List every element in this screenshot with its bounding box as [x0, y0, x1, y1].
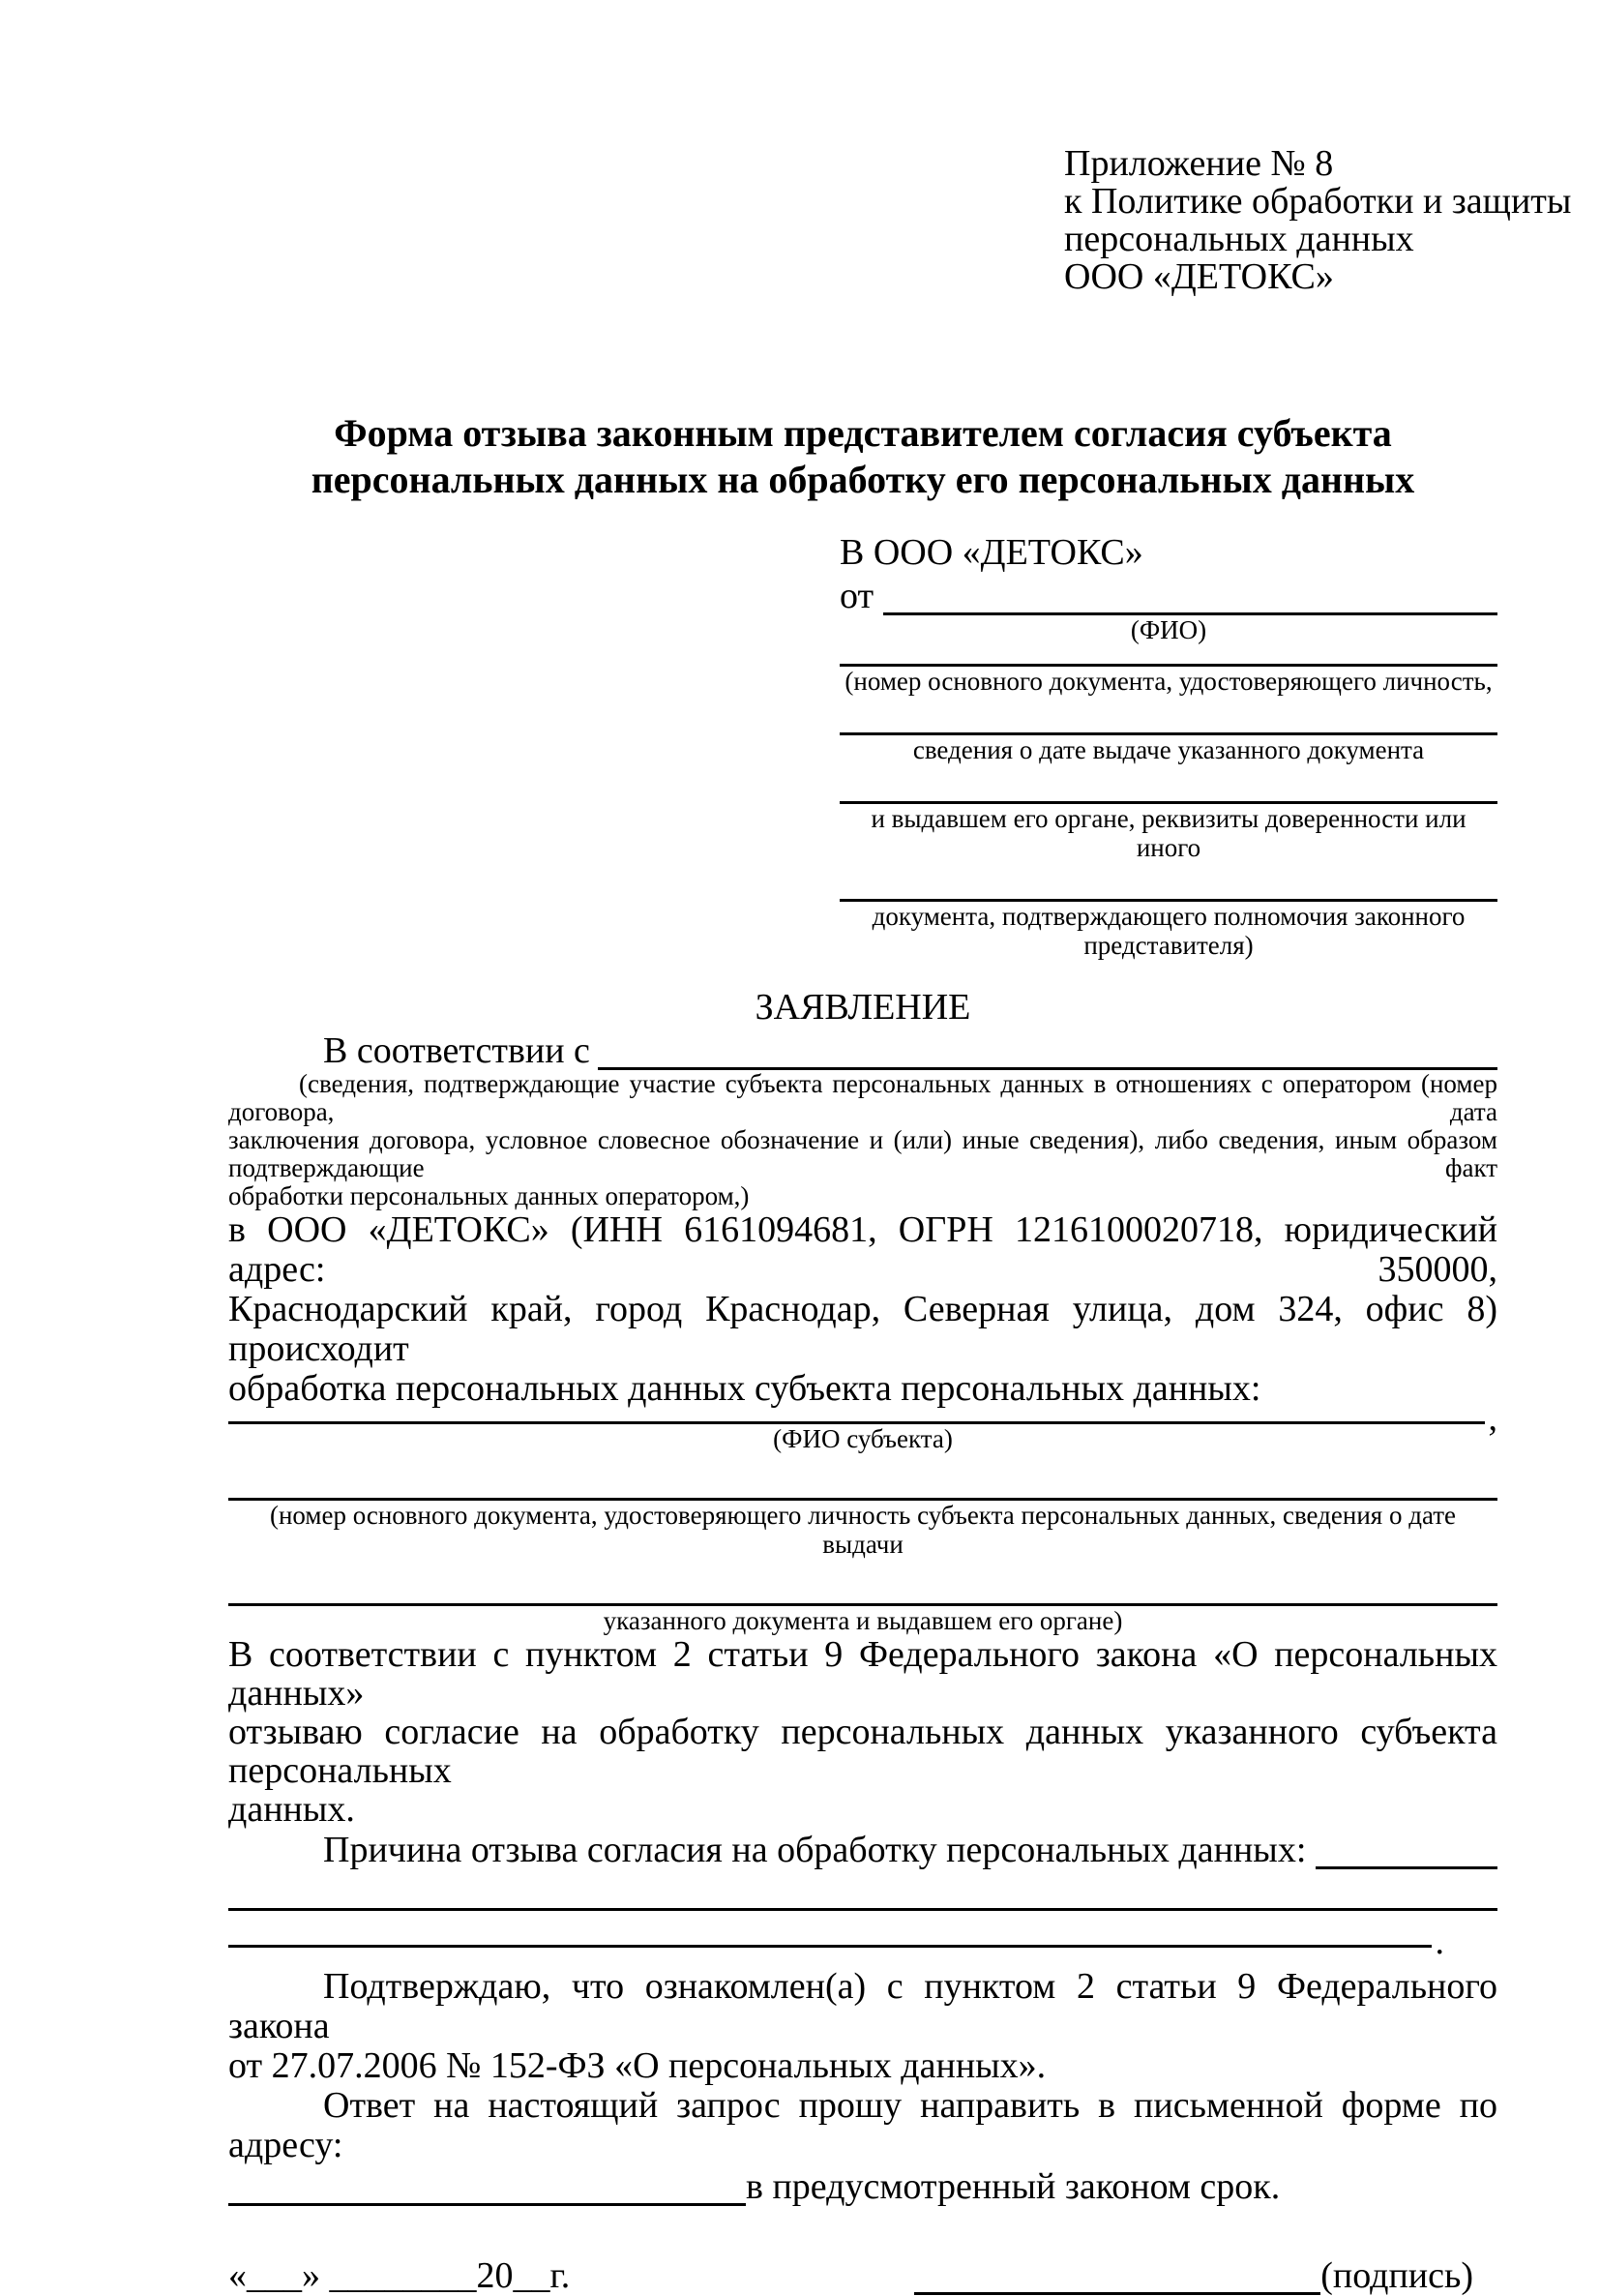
signature-group — [914, 2256, 1473, 2295]
reply-paragraph — [228, 2086, 1497, 2165]
company-name: ООО «ДЕТОКС» — [1064, 256, 1334, 297]
signature-footer — [228, 2256, 1497, 2295]
title-line-1: Форма отзыва законным представителем согласия субъекта — [334, 411, 1392, 455]
reason-row — [228, 1829, 1497, 1869]
statement-heading: ЗАЯВЛЕНИЕ — [755, 987, 971, 1028]
reason-period: . — [1435, 1922, 1444, 1962]
document-number-field-line — [840, 644, 1497, 667]
note-line-2: заключения договора, условное словесное обозначение и (или) иные сведения), либо сведения, иным образом подтверждающие факт — [228, 1125, 1497, 1182]
issue-date-field-line — [840, 696, 1497, 735]
reason-blank-line-2 — [228, 1889, 1497, 1911]
authority-document-field-line — [840, 862, 1497, 902]
withdrawal-line-3: данных. — [228, 1789, 355, 1830]
operator-line-1: в ООО «ДЕТОКС» (ИНН 6161094681, ОГРН 1216100020718, юридический адрес: 350000, — [228, 1209, 1497, 1290]
document-title — [228, 410, 1497, 503]
addressee-block — [840, 532, 1497, 960]
subject-document-line-2 — [228, 1559, 1497, 1606]
operator-paragraph — [228, 1210, 1497, 1409]
reason-blank-line — [1316, 1866, 1497, 1869]
addressee-to: В ООО «ДЕТОКС» — [840, 532, 1143, 573]
issue-date-caption: сведения о дате выдаче указанного документа — [912, 735, 1425, 764]
signature-caption: (подпись) — [1320, 2255, 1473, 2296]
signature-line — [914, 2259, 1320, 2295]
fio-caption: (ФИО) — [1130, 615, 1207, 644]
confirmation-paragraph — [228, 1967, 1497, 2086]
reply-line-1: Ответ на настоящий запрос прошу направить в письменной форме по адресу: — [228, 2085, 1497, 2165]
reason-blank-line-3 — [228, 1945, 1432, 1948]
note-line-1: (сведения, подтверждающие участие субъекта персональных данных в отношениях с оператором (номер договора, дата — [228, 1069, 1497, 1126]
confirmation-line-1: Подтверждаю, что ознакомлен(а) с пунктом 2 статьи 9 Федерального закона — [228, 1966, 1497, 2046]
reply-address-line — [228, 2170, 746, 2206]
from-field-row — [840, 573, 1497, 615]
subject-fio-comma: , — [1488, 1398, 1497, 1439]
appendix-policy-line: к Политике обработки и защиты — [1064, 181, 1572, 222]
subject-fio-caption: (ФИО субъекта) — [773, 1424, 953, 1453]
withdrawal-line-1: В соответствии с пунктом 2 статьи 9 Федерального закона «О персональных данных» — [228, 1634, 1497, 1714]
issuing-authority-caption: и выдавшем его органе, реквизиты доверенности или иного — [871, 804, 1467, 862]
appendix-number: Приложение № 8 — [1064, 143, 1334, 184]
subject-document-line — [228, 1453, 1497, 1501]
intro-row — [228, 1028, 1497, 1070]
note-line-3: обработки персональных данных оператором,) — [228, 1181, 750, 1210]
confirmation-line-2: от 27.07.2006 № 152-ФЗ «О персональных данных». — [228, 2045, 1047, 2086]
reply-tail: в предусмотренный законом срок. — [746, 2165, 1281, 2207]
subject-document-caption-2: указанного документа и выдавшем его органе) — [603, 1606, 1123, 1635]
reason-blank-row-3 — [228, 1911, 1444, 1962]
document-number-caption: (номер основного документа, удостоверяющего личность, — [844, 667, 1493, 696]
from-label: от — [840, 575, 874, 616]
subject-document-caption: (номер основного документа, удостоверяющего личность субъекта персональных данных, сведения о дате выдачи — [269, 1501, 1457, 1559]
authority-document-caption: документа, подтверждающего полномочия законного представителя) — [872, 902, 1466, 960]
operator-line-3: обработка персональных данных субъекта персональных данных: — [228, 1368, 1261, 1409]
withdrawal-paragraph — [228, 1635, 1497, 1829]
intro-label: В соответствии с — [323, 1029, 590, 1071]
reason-label: Причина отзыва согласия на обработку персональных данных: — [323, 1829, 1307, 1870]
title-line-2: персональных данных на обработку его персональных данных — [311, 458, 1415, 501]
withdrawal-line-2: отзываю согласие на обработку персональных данных указанного субъекта персональных — [228, 1712, 1497, 1791]
operator-line-2: Краснодарский край, город Краснодар, Северная улица, дом 324, офис 8) происходит — [228, 1289, 1497, 1369]
intro-note — [228, 1070, 1497, 1210]
appendix-policy-line2: персональных данных — [1064, 219, 1414, 259]
date-line: «___» ________20__г. — [228, 2255, 571, 2296]
issuing-authority-field-line — [840, 764, 1497, 804]
reply-address-row — [228, 2165, 1497, 2206]
appendix-header — [1064, 143, 1572, 297]
